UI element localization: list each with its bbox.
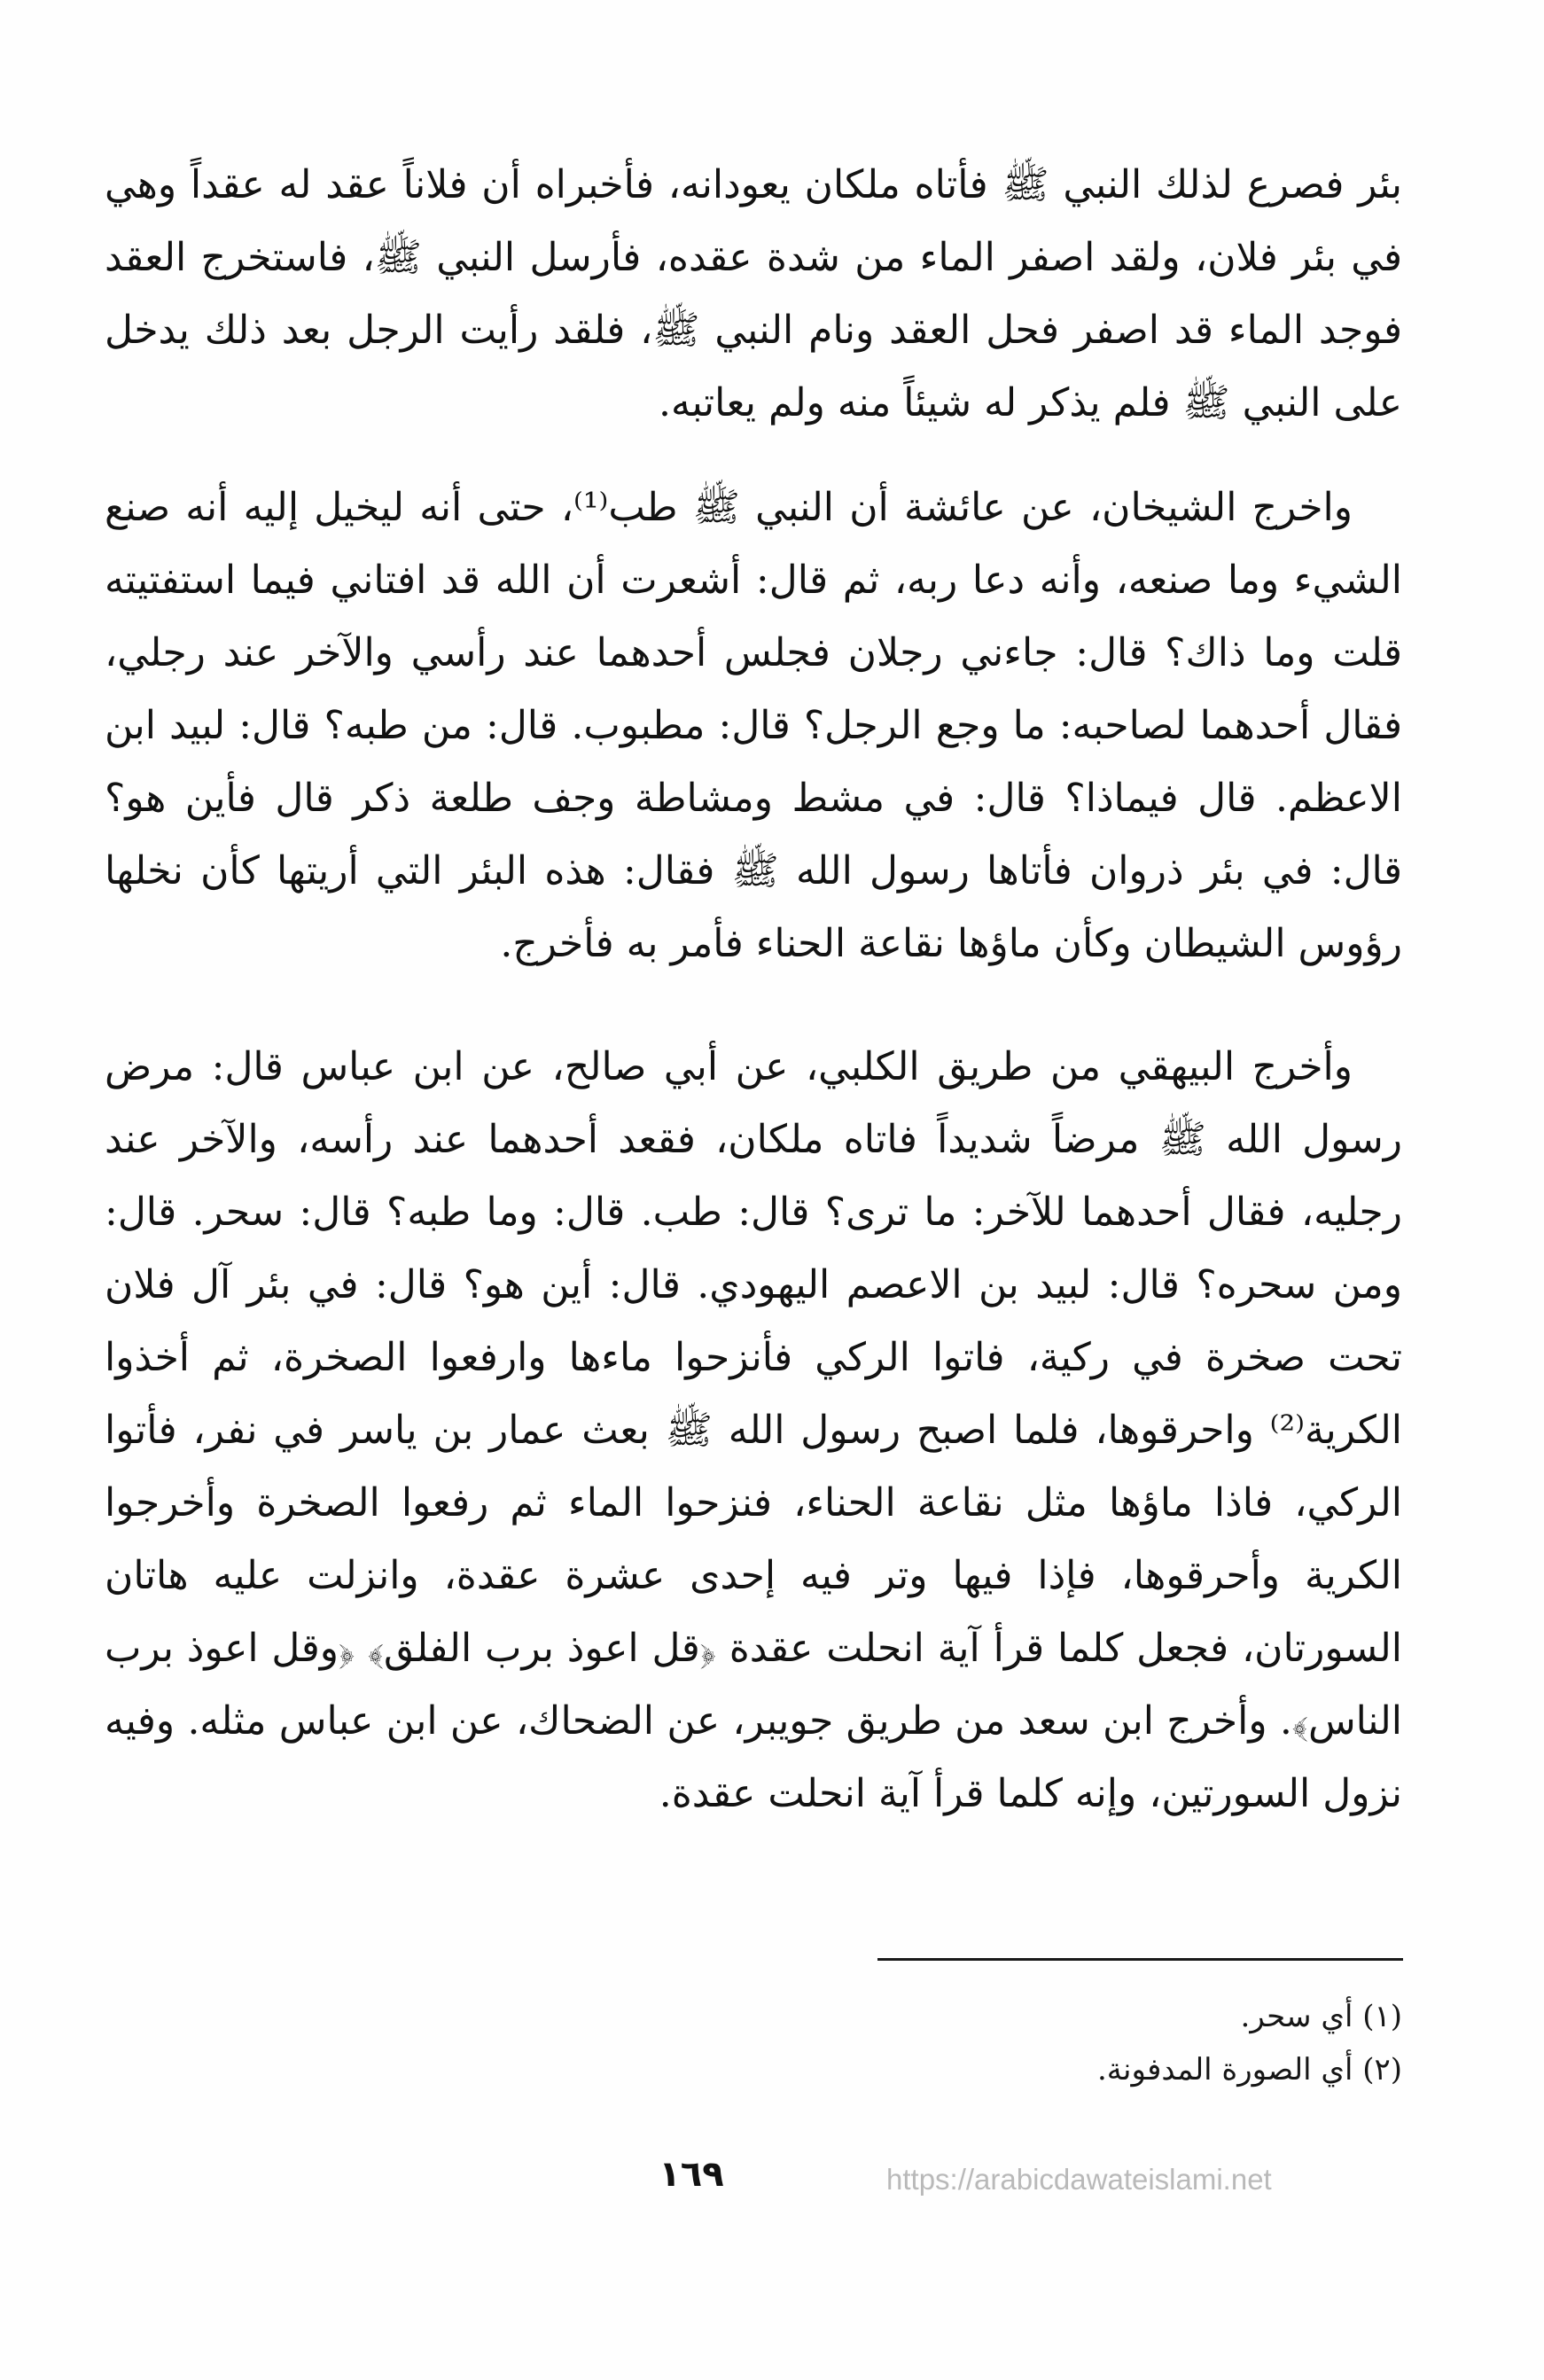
footnotes: [798, 1990, 1402, 2096]
paragraph-3: [105, 1031, 1402, 1830]
paragraph-1: [105, 149, 1402, 440]
footnote-1: (١) أي سحر.: [1240, 1999, 1402, 2034]
footnote-divider: [877, 1958, 1403, 1961]
watermark-url: https://arabicdawateislami.net: [886, 2163, 1272, 2196]
paragraph-2: [105, 472, 1402, 980]
paragraph-2-text: واخرج الشيخان، عن عائشة أن النبي ﷺ طب⁽¹⁾، حتى أنه ليخيل إليه أنه صنع الشيء وما صنعه، وأنه دعا ربه، ثم قال: أشعرت أن الله قد افتاني فيما استفتيته قلت وما ذاك؟ قال: جاءني رجلان فجلس أحدهما عند رأسي والآخر عند رجلي، فقال أحدهما لصاحبه: ما وجع الرجل؟ قال: مطبوب. قال: من طبه؟ قال: لبيد ابن الاعظم. قال فيماذا؟ قال: في مشط ومشاطة وجف طلعة ذكر قال فأين هو؟ قال: في بئر ذروان فأتاها رسول الله ﷺ فقال: هذه البئر التي أريتها كأن نخلها رؤوس الشيطان وكأن ماؤها نقاعة الحناء فأمر به فأخرج.: [105, 485, 1402, 966]
paragraph-1-text: بئر فصرع لذلك النبي ﷺ فأتاه ملكان يعودانه، فأخبراه أن فلاناً عقد له عقداً وهي في بئر فلان، ولقد اصفر الماء من شدة عقده، فأرسل النبي ﷺ، فاستخرج العقد فوجد الماء قد اصفر فحل العقد ونام النبي ﷺ، فلقد رأيت الرجل بعد ذلك يدخل على النبي ﷺ فلم يذكر له شيئاً منه ولم يعاتبه.: [105, 162, 1402, 425]
page-number: ١٦٩: [659, 2154, 724, 2195]
footnote-2: (٢) أي الصورة المدفونة.: [1097, 2052, 1402, 2087]
paragraph-3-text: وأخرج البيهقي من طريق الكلبي، عن أبي صالح، عن ابن عباس قال: مرض رسول الله ﷺ مرضاً شديداً فاتاه ملكان، فقعد أحدهما عند رأسه، والآخر عند رجليه، فقال أحدهما للآخر: ما ترى؟ قال: طب. قال: وما طبه؟ قال: سحر. قال: ومن سحره؟ قال: لبيد بن الاعصم اليهودي. قال: أين هو؟ قال: في بئر آل فلان تحت صخرة في ركية، فاتوا الركي فأنزحوا ماءها وارفعوا الصخرة، ثم أخذوا الكرية⁽²⁾ واحرقوها، فلما اصبح رسول الله ﷺ بعث عمار بن ياسر في نفر، فأتوا الركي، فاذا ماؤها مثل نقاعة الحناء، فنزحوا الماء ثم رفعوا الصخرة وأخرجوا الكرية وأحرقوها، فإذا فيها وتر فيه إحدى عشرة عقدة، وانزلت عليه هاتان السورتان، فجعل كلما قرأ آية انحلت عقدة ﴿قل اعوذ برب الفلق﴾ ﴿وقل اعوذ برب الناس﴾. وأخرج ابن سعد من طريق جويبر، عن الضحاك، عن ابن عباس مثله. وفيه نزول السورتين، وإنه كلما قرأ آية انحلت عقدة.: [105, 1044, 1402, 1816]
